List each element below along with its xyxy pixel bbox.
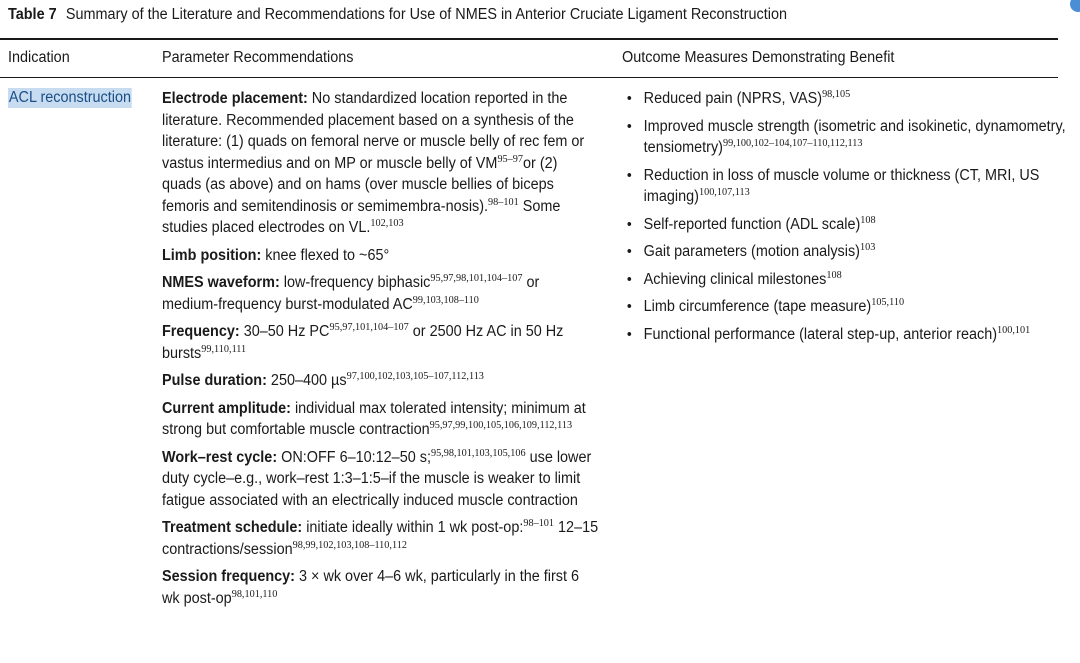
header-indication: Indication — [8, 49, 70, 66]
parameters-column — [162, 88, 599, 615]
citation-ref: 105,110 — [871, 296, 905, 308]
text-run: Gait parameters (motion analysis) — [643, 243, 860, 260]
indication-cell — [8, 88, 141, 108]
text-run: low-frequency biphasic — [279, 274, 431, 291]
text-run: No standardized location reported in the literature. Recommended placement based on a synthesis of the literature: (1) quads on femoral nerve or muscle belly of rec fem or vastus intermedius and on MP or muscle belly of VM — [162, 90, 585, 172]
parameter-label: Frequency: — [162, 323, 240, 340]
parameter-label: Electrode placement: — [162, 90, 308, 107]
top-rule — [0, 38, 1058, 40]
outcome-item — [626, 165, 1069, 208]
parameter-label: Treatment schedule: — [162, 519, 303, 536]
citation-ref: 98,101,110 — [231, 587, 278, 600]
citation-ref: 98,105 — [822, 88, 851, 100]
citation-ref: 95,97,99,100,105,106,109,112,113 — [429, 419, 573, 431]
text-run: or (2) quads (as above) and on hams (over muscle bellies of biceps femoris and semitendinosis or semimembra-nosis). — [162, 154, 558, 215]
outcome-item — [626, 324, 1069, 346]
outcome-item — [626, 269, 1069, 291]
text-run: 250–400 µs — [266, 372, 347, 389]
text-run: use lower duty cycle–e.g., work–rest 1:3–1:5–if the muscle is weaker to limit fatigue associated with an electrically induced muscle contraction — [162, 448, 592, 509]
bullet-icon: • — [626, 270, 632, 288]
bullet-icon: • — [626, 243, 632, 260]
citation-ref: 98,99,102,103,108–110,112 — [292, 538, 407, 551]
parameter-item — [162, 245, 599, 267]
bullet-icon: • — [626, 215, 632, 233]
text-run: knee flexed to ~65° — [261, 246, 390, 264]
citation-ref: 98–101 — [488, 195, 519, 208]
text-run: Self-reported function (ADL scale) — [643, 215, 861, 233]
citation-ref: 99,110,111 — [201, 342, 247, 355]
text-run: 30–50 Hz PC — [239, 323, 330, 340]
header-parameters: Parameter Recommendations — [162, 49, 354, 66]
header-rule — [0, 77, 1058, 78]
citation-ref: 95–97 — [497, 152, 524, 165]
bullet-icon: • — [626, 298, 632, 315]
parameter-item — [162, 398, 599, 441]
bullet-icon: • — [626, 117, 632, 135]
table-label: Table 7 — [8, 6, 57, 23]
text-run: Functional performance (lateral step-up, anterior reach) — [643, 325, 998, 343]
parameter-item — [162, 88, 599, 239]
parameter-item — [162, 370, 599, 392]
outcome-item — [626, 116, 1069, 159]
text-run: Reduction in loss of muscle volume or thickness (CT, MRI, US imaging) — [643, 166, 1040, 205]
text-run: 3 × wk over 4–6 wk, particularly in the first 6 wk post-op — [162, 568, 580, 607]
text-run: 12–15 contractions/session — [162, 519, 599, 558]
outcomes-column — [626, 88, 1069, 351]
citation-ref: 108 — [826, 268, 842, 281]
table-title: Summary of the Literature and Recommendations for Use of NMES in Anterior Cruciate Ligament Reconstruction — [65, 6, 787, 23]
citation-ref: 102,103 — [370, 217, 404, 229]
citation-ref: 108 — [860, 213, 876, 226]
scroll-indicator[interactable] — [1070, 0, 1080, 12]
parameter-item — [162, 517, 599, 560]
text-run: Achieving clinical milestones — [643, 270, 827, 288]
parameter-label: Current amplitude: — [162, 399, 291, 417]
parameter-label: NMES waveform: — [162, 274, 280, 291]
bullet-icon: • — [626, 90, 632, 107]
text-run: Reduced pain (NPRS, VAS) — [643, 90, 823, 107]
parameter-item — [162, 272, 599, 315]
outcome-item — [626, 296, 1069, 318]
citation-ref: 100,101 — [997, 323, 1031, 336]
text-run: initiate ideally within 1 wk post-op: — [302, 519, 524, 536]
indication-text[interactable]: ACL reconstruction — [8, 89, 131, 106]
bullet-icon: • — [626, 325, 632, 343]
text-run: or 2500 Hz AC in 50 Hz bursts — [162, 323, 564, 362]
text-run: Improved muscle strength (isometric and isokinetic, dynamometry, tensiometry) — [643, 117, 1066, 156]
outcome-item — [626, 88, 1069, 110]
table-caption — [8, 5, 787, 25]
citation-ref: 95,98,101,103,105,106 — [430, 446, 526, 459]
citation-ref: 103 — [859, 241, 876, 253]
text-run: Limb circumference (tape measure) — [643, 298, 872, 315]
bullet-icon: • — [626, 166, 632, 184]
parameter-item — [162, 566, 599, 609]
parameter-item — [162, 321, 599, 364]
parameter-label: Work–rest cycle: — [162, 448, 278, 466]
citation-ref: 98–101 — [523, 517, 555, 529]
citation-ref: 100,107,113 — [698, 186, 750, 198]
parameter-item — [162, 447, 599, 512]
citation-ref: 99,103,108–110 — [412, 293, 479, 306]
citation-ref: 95,97,98,101,104–107 — [430, 272, 523, 284]
header-outcomes: Outcome Measures Demonstrating Benefit — [622, 49, 895, 66]
outcome-item — [626, 214, 1069, 236]
outcome-item — [626, 241, 1069, 263]
parameter-label: Pulse duration: — [162, 372, 267, 389]
text-run: individual max tolerated intensity; minimum at strong but comfortable muscle contraction — [162, 399, 586, 438]
citation-ref: 99,100,102–104,107–110,112,113 — [722, 137, 863, 149]
citation-ref: 95,97,101,104–107 — [329, 321, 409, 333]
text-run: or medium-frequency burst-modulated AC — [162, 274, 540, 313]
citation-ref: 97,100,102,103,105–107,112,113 — [346, 370, 484, 382]
parameter-label: Session frequency: — [162, 568, 295, 585]
parameter-label: Limb position: — [162, 246, 262, 264]
text-run: ON:OFF 6–10:12–50 s; — [277, 448, 431, 466]
text-run: Some studies placed electrodes on VL. — [162, 197, 561, 236]
